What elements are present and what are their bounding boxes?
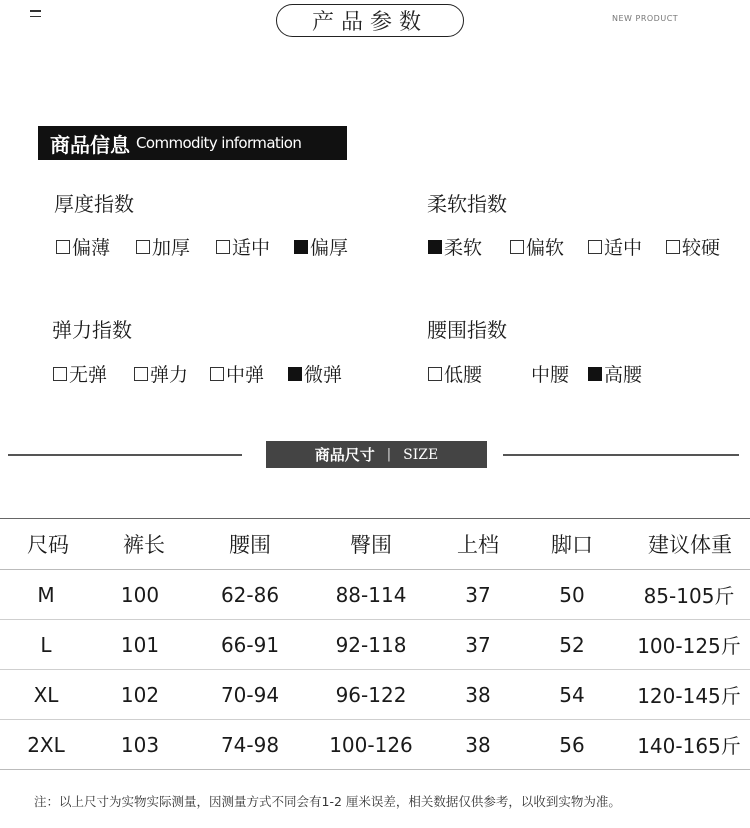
table-cell: 38 bbox=[465, 682, 491, 707]
table-header-row bbox=[0, 518, 750, 570]
table-cell: 38 bbox=[465, 732, 491, 757]
option-hard bbox=[666, 233, 720, 260]
column-header: 尺码 bbox=[27, 533, 69, 557]
thickness-title: 厚度指数 bbox=[54, 192, 134, 216]
commodity-heading-en: Commodity information bbox=[136, 134, 302, 152]
table-row bbox=[0, 570, 750, 620]
table-cell: 92-118 bbox=[335, 632, 407, 657]
waist-title: 腰围指数 bbox=[427, 318, 507, 342]
page-title: 产品参数 bbox=[276, 4, 464, 37]
option-slight-stretch bbox=[288, 360, 342, 387]
measurement-note: 注：以上尺寸为实物实际测量，因测量方式不同会有1-2 厘米误差，相关数据仅供参考，以收到实物为准。 bbox=[34, 794, 621, 809]
table-cell: 96-122 bbox=[335, 682, 407, 707]
table-cell: XL bbox=[33, 682, 59, 707]
column-header: 臀围 bbox=[350, 533, 392, 557]
table-cell: 70-94 bbox=[220, 682, 280, 707]
softness-options bbox=[428, 233, 720, 260]
table-cell: 140-165斤 bbox=[637, 734, 741, 758]
option-label: 弹力 bbox=[150, 364, 189, 386]
checkbox-empty-icon bbox=[210, 367, 224, 381]
table-cell: 85-105斤 bbox=[643, 584, 735, 608]
size-heading bbox=[266, 441, 487, 468]
option-label: 无弹 bbox=[69, 364, 108, 386]
table-cell: 66-91 bbox=[220, 632, 280, 657]
option-label: 中腰 bbox=[531, 364, 570, 386]
option-thin bbox=[56, 233, 136, 260]
column-header: 脚口 bbox=[551, 533, 593, 557]
option-label: 偏厚 bbox=[310, 237, 349, 259]
option-label: 适中 bbox=[232, 237, 271, 259]
table-cell: 88-114 bbox=[335, 582, 407, 607]
table-cell: M bbox=[37, 582, 55, 607]
table-cell: 101 bbox=[120, 632, 160, 657]
checkbox-empty-icon bbox=[53, 367, 67, 381]
option-high-waist bbox=[588, 360, 642, 387]
table-cell: 37 bbox=[465, 632, 491, 657]
menu-icon[interactable] bbox=[30, 10, 41, 20]
column-header: 上档 bbox=[457, 533, 499, 557]
option-label: 低腰 bbox=[444, 364, 483, 386]
divider-left bbox=[8, 454, 242, 456]
table-cell: 100 bbox=[120, 582, 160, 607]
softness-title: 柔软指数 bbox=[427, 192, 507, 216]
size-table bbox=[0, 518, 750, 770]
option-label: 高腰 bbox=[604, 364, 643, 386]
checkbox-empty-icon bbox=[134, 367, 148, 381]
elasticity-title: 弹力指数 bbox=[52, 318, 132, 342]
size-heading-cn: 商品尺寸 bbox=[314, 446, 375, 464]
checkbox-filled-icon bbox=[588, 367, 602, 381]
table-cell: 37 bbox=[465, 582, 491, 607]
size-heading-separator: | bbox=[386, 447, 392, 462]
option-softish bbox=[510, 233, 588, 260]
option-label: 适中 bbox=[604, 237, 643, 259]
option-label: 偏薄 bbox=[72, 237, 111, 259]
option-medium bbox=[588, 233, 666, 260]
commodity-heading bbox=[38, 126, 347, 160]
new-product-tag: NEW PRODUCT bbox=[612, 14, 679, 23]
checkbox-filled-icon bbox=[288, 367, 302, 381]
elasticity-options bbox=[53, 360, 342, 387]
option-soft bbox=[428, 233, 510, 260]
option-label: 加厚 bbox=[152, 237, 191, 259]
option-no-stretch bbox=[53, 360, 134, 387]
option-label: 较硬 bbox=[682, 237, 721, 259]
divider-right bbox=[503, 454, 739, 456]
checkbox-empty-icon bbox=[56, 240, 70, 254]
table-cell: 103 bbox=[120, 732, 160, 757]
column-header: 腰围 bbox=[229, 533, 271, 557]
checkbox-empty-icon bbox=[428, 367, 442, 381]
table-cell: 102 bbox=[120, 682, 160, 707]
option-label: 中弹 bbox=[226, 364, 265, 386]
table-cell: 100-126 bbox=[329, 732, 413, 757]
option-low-waist bbox=[428, 360, 531, 387]
commodity-heading-cn: 商品信息 bbox=[50, 132, 130, 157]
option-label: 柔软 bbox=[444, 237, 483, 259]
checkbox-empty-icon bbox=[510, 240, 524, 254]
waist-options bbox=[428, 360, 642, 387]
table-cell: 120-145斤 bbox=[637, 684, 741, 708]
table-cell: 56 bbox=[559, 732, 585, 757]
checkbox-filled-icon bbox=[428, 240, 442, 254]
checkbox-filled-icon bbox=[294, 240, 308, 254]
table-cell: 54 bbox=[559, 682, 585, 707]
column-header: 建议体重 bbox=[648, 533, 732, 557]
table-row bbox=[0, 720, 750, 770]
checkbox-empty-icon bbox=[666, 240, 680, 254]
option-mid-stretch bbox=[210, 360, 288, 387]
table-cell: 100-125斤 bbox=[637, 634, 741, 658]
checkbox-empty-icon bbox=[588, 240, 602, 254]
checkbox-empty-icon bbox=[216, 240, 230, 254]
option-medium bbox=[216, 233, 294, 260]
checkbox-empty-icon bbox=[136, 240, 150, 254]
option-thick bbox=[294, 233, 348, 260]
table-cell: 52 bbox=[559, 632, 585, 657]
table-cell: L bbox=[40, 632, 52, 657]
size-heading-en: SIZE bbox=[403, 446, 439, 463]
table-cell: 74-98 bbox=[220, 732, 280, 757]
option-mid-waist bbox=[531, 360, 588, 387]
table-row bbox=[0, 620, 750, 670]
option-label: 微弹 bbox=[304, 364, 343, 386]
table-cell: 50 bbox=[559, 582, 585, 607]
table-cell: 2XL bbox=[27, 732, 65, 757]
option-label: 偏软 bbox=[526, 237, 565, 259]
column-header: 裤长 bbox=[123, 533, 165, 557]
option-stretch bbox=[134, 360, 210, 387]
table-row bbox=[0, 670, 750, 720]
table-cell: 62-86 bbox=[220, 582, 280, 607]
thickness-options bbox=[56, 233, 348, 260]
option-thickened bbox=[136, 233, 216, 260]
